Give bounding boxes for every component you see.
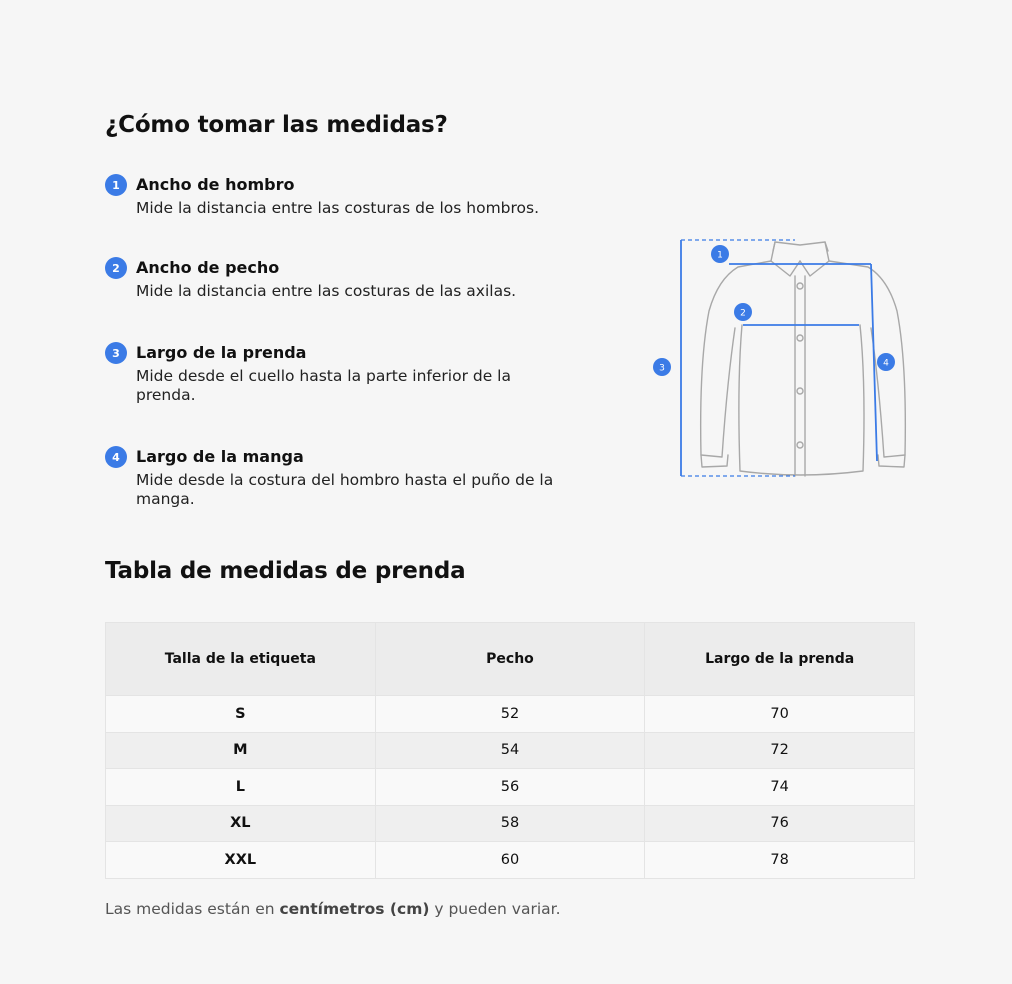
length-cell: 74	[645, 769, 915, 806]
measurement-lines	[681, 240, 877, 476]
size-cell: L	[106, 769, 376, 806]
step-number-badge: 1	[105, 174, 127, 196]
step-number-badge: 3	[105, 342, 127, 364]
size-chart-table	[105, 622, 915, 879]
marker-length: 3	[659, 363, 665, 374]
step-description: Mide desde la costura del hombro hasta el puño de la manga.	[136, 471, 554, 508]
table-row	[106, 732, 915, 769]
length-cell: 72	[645, 732, 915, 769]
marker-chest: 2	[740, 308, 746, 319]
header-length: Largo de la prenda	[645, 623, 915, 696]
step-description: Mide la distancia entre las costuras de las axilas.	[136, 282, 517, 300]
step-number-badge: 4	[105, 446, 127, 468]
table-row	[106, 805, 915, 842]
marker-shoulder: 1	[717, 250, 723, 261]
step-description: Mide desde el cuello hasta la parte inferior de la prenda.	[136, 367, 511, 404]
size-cell: M	[106, 732, 376, 769]
table-row	[106, 842, 915, 879]
marker-sleeve: 4	[883, 358, 889, 369]
table-row	[106, 696, 915, 733]
header-label-size: Talla de la etiqueta	[106, 623, 376, 696]
shirt-measurement-diagram	[645, 233, 915, 483]
chest-cell: 52	[375, 696, 645, 733]
header-chest: Pecho	[375, 623, 645, 696]
size-cell: XL	[106, 805, 376, 842]
size-cell: XXL	[106, 842, 376, 879]
footnote-suffix: y pueden variar.	[429, 900, 561, 918]
step-number-badge: 2	[105, 257, 127, 279]
step-title: Ancho de pecho	[136, 258, 280, 277]
length-cell: 70	[645, 696, 915, 733]
footnote-units: centímetros (cm)	[279, 900, 430, 918]
step-title: Largo de la prenda	[136, 343, 307, 362]
footnote-prefix: Las medidas están en	[105, 900, 280, 918]
length-cell: 78	[645, 842, 915, 879]
step-title: Ancho de hombro	[136, 175, 295, 194]
how-to-measure-heading: ¿Cómo tomar las medidas?	[105, 112, 448, 138]
step-description: Mide la distancia entre las costuras de los hombros.	[136, 199, 540, 217]
chest-cell: 56	[375, 769, 645, 806]
chest-cell: 60	[375, 842, 645, 879]
units-footnote	[105, 900, 561, 918]
length-cell: 76	[645, 805, 915, 842]
table-row	[106, 769, 915, 806]
table-header-row	[106, 623, 915, 696]
chest-cell: 58	[375, 805, 645, 842]
chest-cell: 54	[375, 732, 645, 769]
size-cell: S	[106, 696, 376, 733]
size-table-heading: Tabla de medidas de prenda	[105, 558, 466, 584]
step-title: Largo de la manga	[136, 447, 304, 466]
